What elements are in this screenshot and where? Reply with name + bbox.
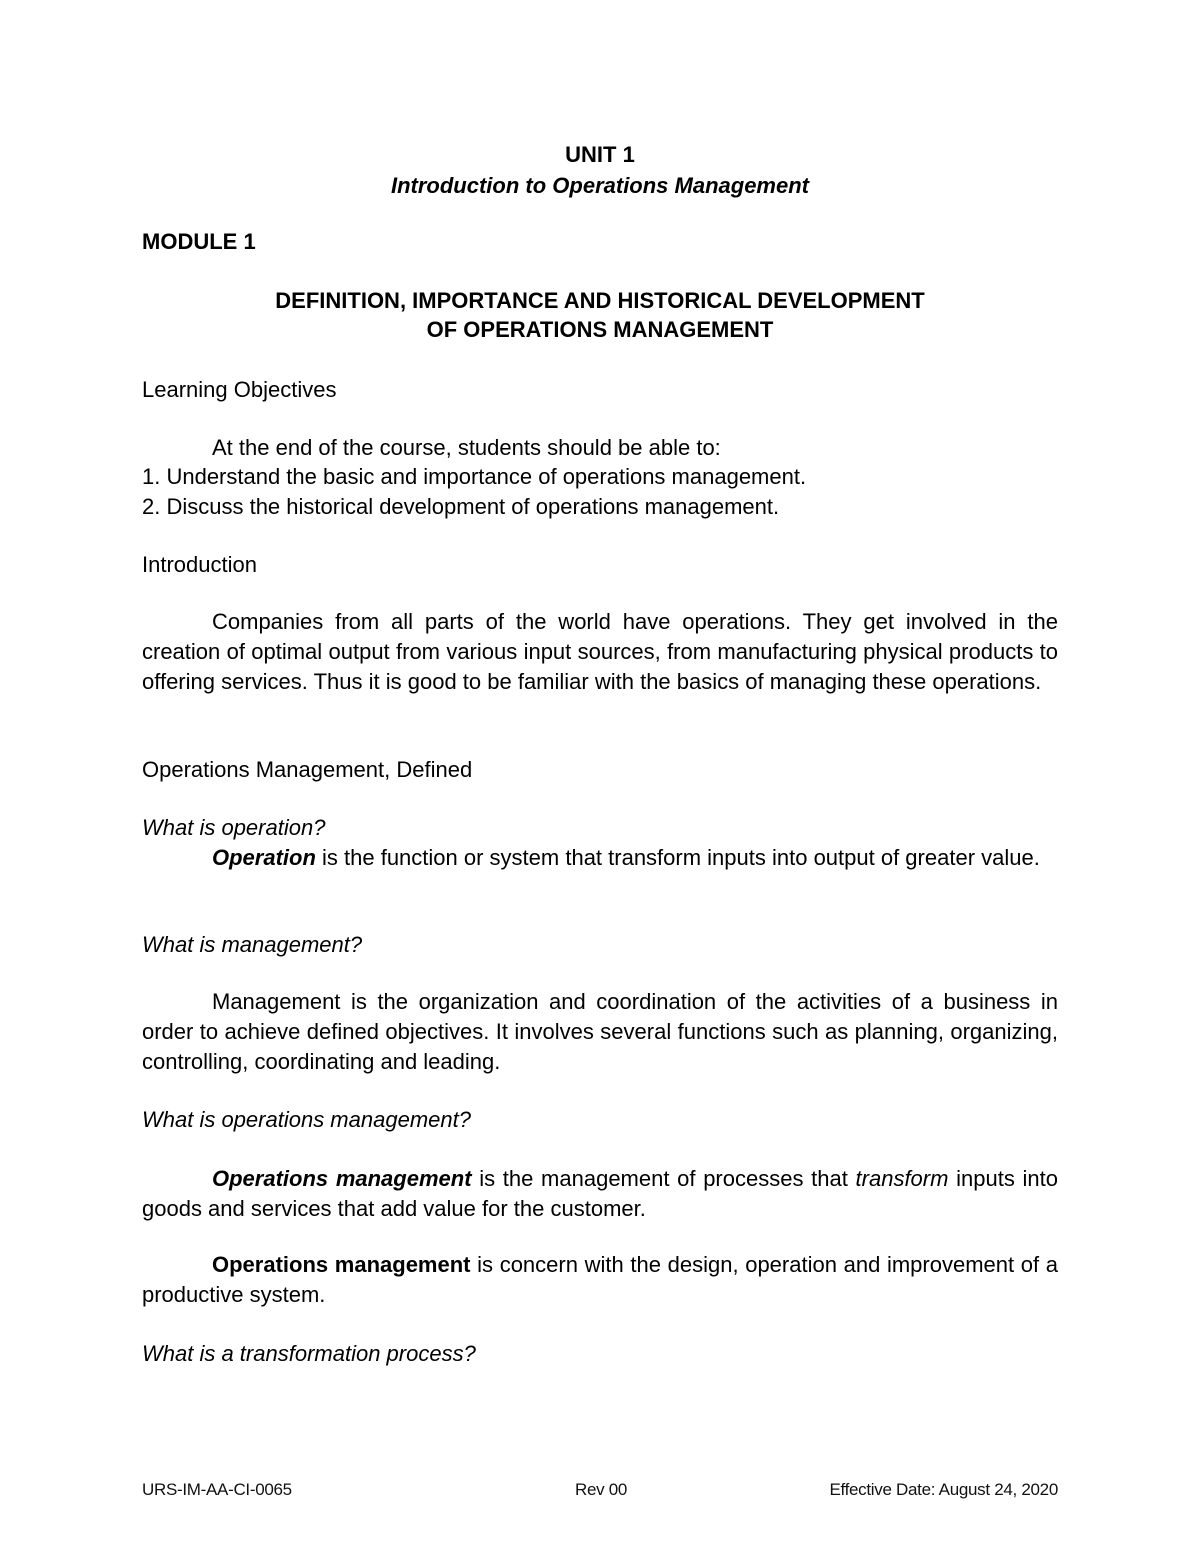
objective-item-1: 1. Understand the basic and importance of operations management.	[142, 464, 807, 489]
introduction-paragraph: Companies from all parts of the world have operations. They get involved in the creation of optimal output from various input sources, from manufacturing physical products to offering services. Thus it is good to be familiar with the basics of managing these operations.	[142, 609, 1058, 694]
management-definition: Management is the organization and coordination of the activities of a business in order to achieve defined objectives. It involves several functions such as planning, organizing, controlling, coordinating and leading.	[142, 989, 1058, 1074]
om-definition-1-text-a: is the management of processes that	[471, 1166, 856, 1191]
unit-label: UNIT 1	[565, 142, 635, 167]
om-definition-2-text: is concern with the design, operation and improvement of a productive system.	[142, 1252, 1059, 1307]
question-management: What is management?	[142, 932, 363, 957]
om-definition-1-text-b: inputs into goods and services that add value for the customer.	[142, 1166, 1059, 1221]
objective-item-2: 2. Discuss the historical development of operations management.	[142, 494, 780, 519]
om-term-2: Operations management	[212, 1252, 471, 1277]
question-operation: What is operation?	[142, 815, 326, 840]
operation-definition-text: is the function or system that transform inputs into output of greater value.	[315, 845, 1040, 870]
introduction-heading: Introduction	[142, 552, 257, 577]
objectives-heading: Learning Objectives	[142, 377, 337, 402]
footer-doc-code: URS-IM-AA-CI-0065	[142, 1480, 292, 1499]
om-term-1: Operations management	[212, 1166, 472, 1191]
operation-definition	[142, 843, 1058, 873]
module-title-line1: DEFINITION, IMPORTANCE AND HISTORICAL DEVELOPMENT	[275, 288, 925, 313]
om-definition-1-emphasis: transform	[855, 1166, 949, 1191]
objectives-intro: At the end of the course, students should be able to:	[212, 435, 721, 460]
operation-term: Operation	[212, 845, 316, 870]
question-operations-management: What is operations management?	[142, 1107, 471, 1132]
footer-effective-date: Effective Date: August 24, 2020	[829, 1480, 1058, 1499]
footer-revision: Rev 00	[575, 1480, 628, 1499]
unit-title: Introduction to Operations Management	[390, 173, 809, 198]
module-label: MODULE 1	[142, 229, 256, 254]
question-transformation: What is a transformation process?	[142, 1341, 476, 1366]
om-definition-2	[142, 1250, 1058, 1310]
om-definition-1	[142, 1164, 1058, 1224]
module-title-line2: OF OPERATIONS MANAGEMENT	[426, 317, 774, 342]
definitions-heading: Operations Management, Defined	[142, 757, 473, 782]
